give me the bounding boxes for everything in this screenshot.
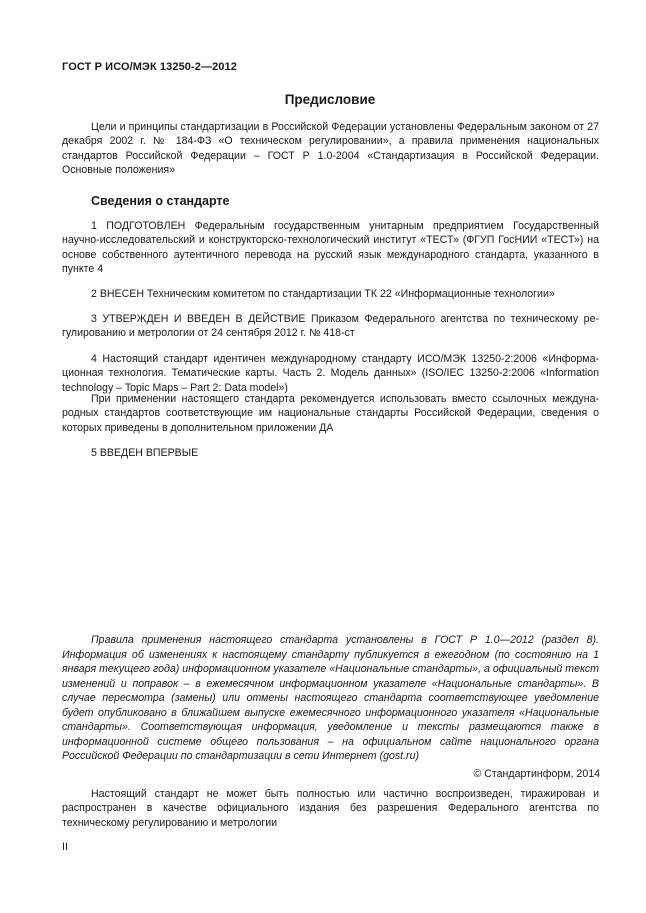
reproduction-notice: Настоящий стандарт не может быть полностью или частично воспроизведен, тиражирован и распространен в качестве официального издания без разрешения Федерального агентства по техническому регулированию и метрологии xyxy=(62,788,599,829)
info-item-3: 3 УТВЕРЖДЕН И ВВЕДЕН В ДЕЙСТВИЕ Приказом Федерального агентства по техническому регулированию и метрологии от 24 сентября 2012 г. № 418-ст xyxy=(62,313,599,340)
info-item-5: 5 ВВЕДЕН ВПЕРВЫЕ xyxy=(91,447,199,459)
standard-code-header: ГОСТ Р ИСО/МЭК 13250-2—2012 xyxy=(62,61,237,73)
publication-notice: Правила применения настоящего стандарта установлены в ГОСТ Р 1.0—2012 (раздел 8). Информация об изменениях к настоящему стандарту публикуется в ежегодном (по состоянию на 1 января текущего года) информационном указателе «Национальные стандарты», а официальный текст изменений и поправок – в ежемесячном информационном указателе «Национальные стандарты». В случае пересмотра (замены) или отмены настоящего стандарта соответствующее уведомление будет опубликовано в ближайшем выпуске ежемесячного информационного указателя «Национальные стандарты». Соответствующая информация, уведомление и тексты размещаются также в информационной системе общего пользования – на официальном сайте национального органа Российской Федерации по стандартизации в сети Интернет (gost.ru) xyxy=(62,634,599,762)
info-item-1: 1 ПОДГОТОВЛЕН Федеральным государственным унитарным предприятием Государственный научно-исследовательский и конструкторско-технологический институт «ТЕСТ» (ФГУП ГосНИИ «ТЕСТ») на основе собственного аутентичного перевода на русский язык международного стандарта, указанного в пункте 4 xyxy=(62,220,599,276)
standard-info-heading: Сведения о стандарте xyxy=(91,194,230,208)
copyright-line: © Стандартинформ, 2014 xyxy=(473,768,600,780)
info-item-4: 4 Настоящий стандарт идентичен международному стандарту ИСО/МЭК 13250-2:2006 «Информационная технология. Тематические карты. Часть 2. Модель данных» (ISO/IEC 13250-2:2006 «Information technology – Topic Maps – Part 2: Data model») xyxy=(62,353,599,394)
info-item-2: 2 ВНЕСЕН Техническим комитетом по стандартизации ТК 22 «Информационные технологии» xyxy=(91,288,555,300)
foreword-title: Предисловие xyxy=(284,92,376,107)
page-number: II xyxy=(62,841,68,853)
info-item-4-note: При применении настоящего стандарта рекомендуется использовать вместо ссылочных международных стандартов соответствующие им национальные стандарты Российской Федерации, сведения о которых приведены в дополнительном приложении ДА xyxy=(62,393,599,434)
foreword-paragraph: Цели и принципы стандартизации в Российской Федерации установлены Федеральным законом от 27 декабря 2002 г. № 184-ФЗ «О техническом регулировании», а правила применения национальных стандартов Российской Федерации – ГОСТ Р 1.0-2004 «Стандартизация в Российской Федерации. Основные положения» xyxy=(62,121,599,177)
